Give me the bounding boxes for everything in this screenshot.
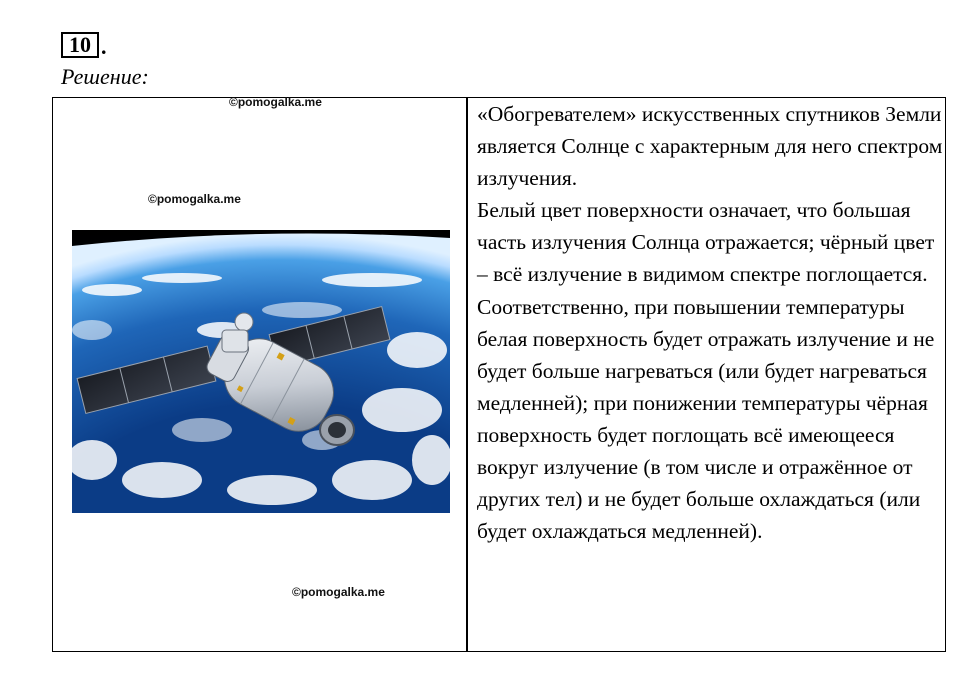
solution-text: [477, 98, 943, 547]
watermark: ©pomogalka.me: [148, 192, 241, 206]
watermark: ©pomogalka.me: [292, 585, 385, 599]
space-station-image: [72, 230, 450, 513]
paragraph: «Обогревателем» искусственных спутников Земли является Солнце с характерным для него спектром излучения.: [477, 102, 943, 191]
paragraph: Соответственно, при повышении температуры белая поверхность будет отражать излучение и не будет больше нагреваться (или будет нагреваться медленней); при понижении температуры чёрная поверхность будет поглощать всё имеющееся вокруг излучение (в том числе и отражённое от других тел) и не будет больше охлаждаться (или будет охлаждаться медленней).: [477, 294, 935, 544]
watermark: ©pomogalka.me: [229, 95, 322, 109]
problem-number-dot: .: [101, 34, 107, 59]
column-divider: [466, 98, 468, 651]
solution-label: Решение:: [61, 64, 149, 89]
solution-table: [52, 97, 946, 652]
paragraph: Белый цвет поверхности означает, что большая часть излучения Солнца отражается; чёрный цвет – всё излучение в видимом спектре поглощается.: [477, 198, 935, 287]
problem-number: 10: [61, 32, 99, 58]
